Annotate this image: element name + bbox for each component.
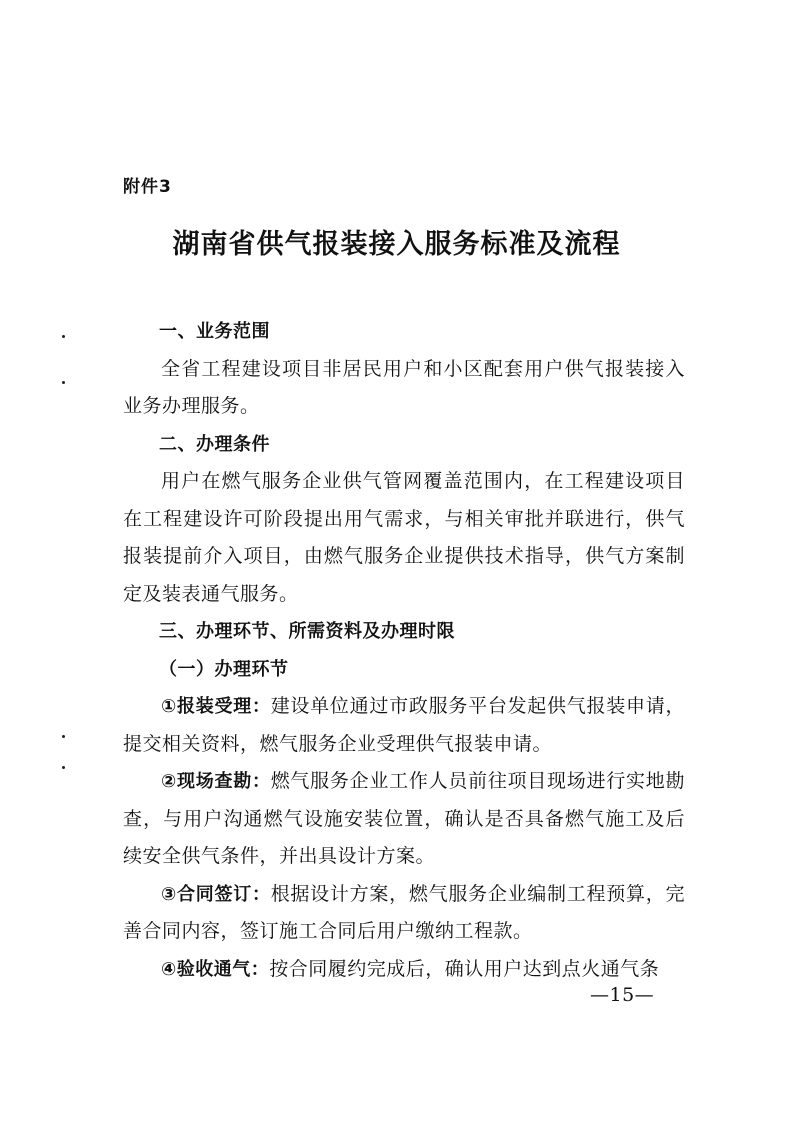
section-heading-process: 三、办理环节、所需资料及办理时限 [159,621,455,642]
section-heading-scope: 一、业务范围 [159,321,270,342]
step-paragraph [123,763,685,876]
step-text: 根据设计方案，燃气服务企业编制工程预算，完善合同内容，签订施工合同后用户缴纳工程款。 [123,882,685,942]
step-paragraph [123,876,685,951]
document-title: 湖南省供气报装接入服务标准及流程 [172,229,621,260]
step-label: ①报装受理： [161,696,271,717]
scan-speck [62,735,65,738]
section-text-conditions: 用户在燃气服务企业供气管网覆盖范围内，在工程建设项目在工程建设许可阶段提出用气需求，与相关审批并联进行，供气报装提前介入项目，由燃气服务企业提供技术指导，供气方案制定及装表通气服务。 [123,470,685,605]
step-text: 建设单位通过市政服务平台发起供气报装申请，提交相关资料，燃气服务企业受理供气报装申请。 [123,695,685,755]
step-text: 燃气服务企业工作人员前往项目现场进行实地勘查，与用户沟通燃气设施安装位置，确认是否具备燃气施工及后续安全供气条件，并出具设计方案。 [123,770,685,867]
section-subheading-steps: （一）办理环节 [159,658,289,680]
step-label: ④验收通气： [161,958,270,980]
step-text: 按合同履约完成后，确认用户达到点火通气条 [269,957,660,980]
section-text-scope: 全省工程建设项目非居民用户和小区配套用户供气报装接入业务办理服务。 [123,357,685,417]
attachment-label: 附件3 [123,177,172,197]
step-label: ②现场查勘： [161,771,271,792]
scan-speck [62,766,65,769]
step-paragraph [123,688,685,763]
scan-speck [62,335,65,338]
document-body [123,313,685,988]
page-number: —15— [590,984,655,1006]
step-label: ③合同签订： [161,883,271,905]
section-heading-conditions: 二、办理条件 [159,433,270,455]
step-paragraph [123,951,685,989]
scan-speck [62,381,65,384]
